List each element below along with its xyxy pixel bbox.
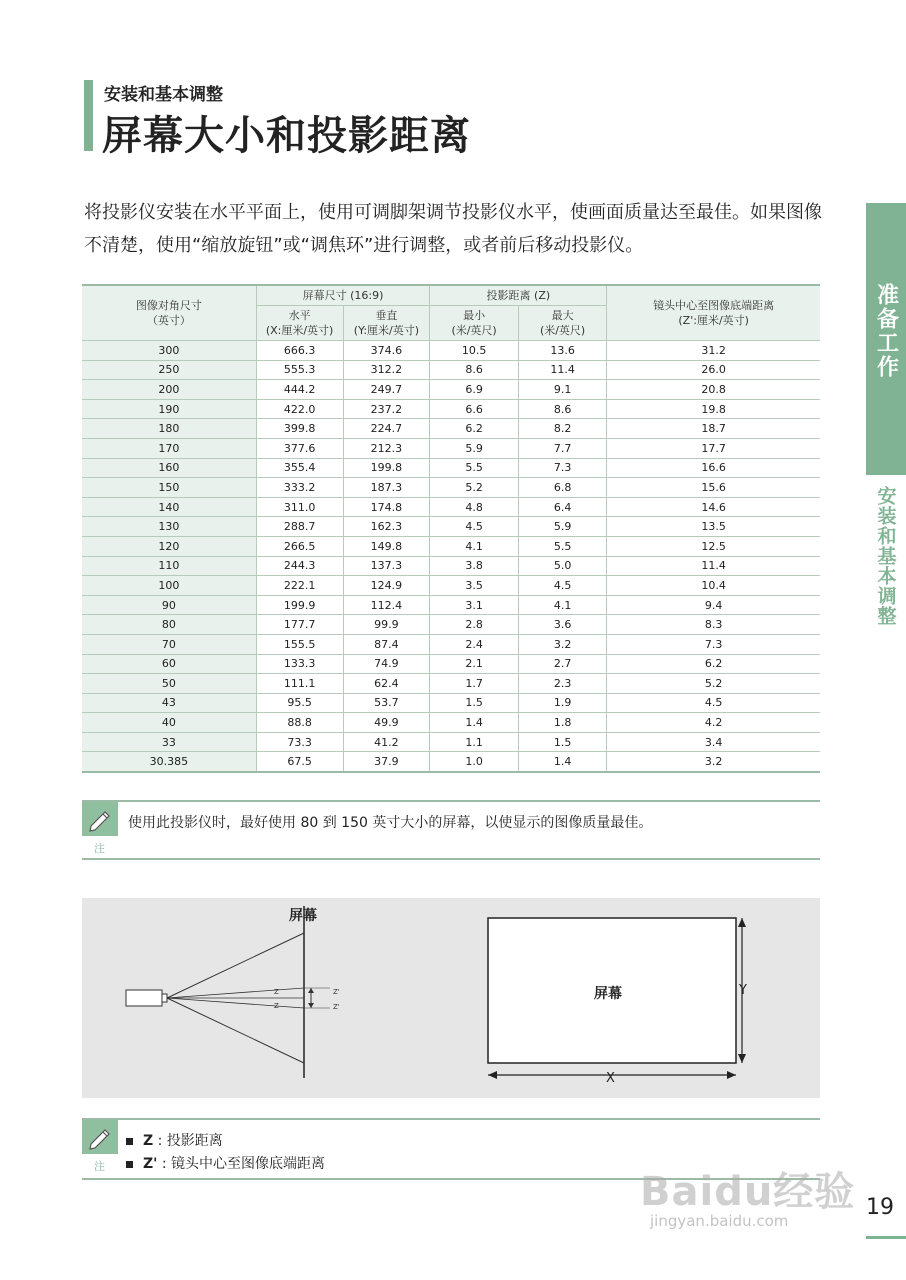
table-cell: 19.8: [607, 399, 820, 419]
pencil-icon: [82, 802, 118, 836]
table-cell: 2.1: [430, 654, 519, 674]
table-cell: 150: [82, 478, 256, 498]
table-cell: 266.5: [256, 536, 343, 556]
table-cell: 1.4: [430, 713, 519, 733]
page-number: 19: [866, 1195, 894, 1220]
table-cell: 222.1: [256, 576, 343, 596]
table-cell: 5.9: [518, 517, 607, 537]
table-row: [82, 634, 820, 654]
header-diagonal-label: 图像对角尺寸: [135, 299, 202, 312]
table-cell: 111.1: [256, 674, 343, 694]
header-offset-unit: (Z':厘米/英寸): [678, 314, 749, 327]
table-cell: 40: [82, 713, 256, 733]
table-cell: 399.8: [256, 419, 343, 439]
table-cell: 224.7: [343, 419, 430, 439]
title-accent-bar: [84, 80, 93, 151]
table-cell: 16.6: [607, 458, 820, 478]
screen-label-front: 屏幕: [594, 986, 622, 1002]
table-cell: 355.4: [256, 458, 343, 478]
table-cell: 37.9: [343, 752, 430, 772]
table-cell: 7.7: [518, 438, 607, 458]
table-cell: 333.2: [256, 478, 343, 498]
table-cell: 2.8: [430, 615, 519, 635]
section-label: 安装和基本调整: [104, 85, 223, 105]
side-tab-primary-label: 准备工作: [873, 283, 899, 379]
table-cell: 8.2: [518, 419, 607, 439]
table-cell: 10.4: [607, 576, 820, 596]
label-x: X: [606, 1071, 615, 1086]
table-cell: 1.4: [518, 752, 607, 772]
watermark-url: jingyan.baidu.com: [650, 1212, 789, 1230]
table-cell: 3.1: [430, 595, 519, 615]
table-cell: 87.4: [343, 634, 430, 654]
page-number-rule: [866, 1236, 906, 1239]
table-cell: 6.9: [430, 380, 519, 400]
header-horizontal-unit: (X:厘米/英寸): [265, 324, 334, 337]
table-cell: 6.2: [607, 654, 820, 674]
table-cell: 2.7: [518, 654, 607, 674]
table-cell: 4.1: [518, 595, 607, 615]
header-min-unit: (米/英尺): [451, 324, 497, 337]
table-cell: 4.8: [430, 497, 519, 517]
table-cell: 5.5: [518, 536, 607, 556]
table-cell: 14.6: [607, 497, 820, 517]
header-offset-label: 镜头中心至图像底端距离: [653, 299, 775, 312]
table-row: [82, 576, 820, 596]
table-cell: 199.9: [256, 595, 343, 615]
table-row: [82, 341, 820, 361]
table-cell: 73.3: [256, 732, 343, 752]
table-cell: 1.7: [430, 674, 519, 694]
table-cell: 3.8: [430, 556, 519, 576]
table-cell: 174.8: [343, 497, 430, 517]
table-cell: 10.5: [430, 341, 519, 361]
header-vertical: [343, 306, 430, 341]
table-cell: 11.4: [607, 556, 820, 576]
table-cell: 140: [82, 497, 256, 517]
table-cell: 1.5: [430, 693, 519, 713]
table-row: [82, 693, 820, 713]
table-cell: 2.4: [430, 634, 519, 654]
table-cell: 9.4: [607, 595, 820, 615]
table-cell: 9.1: [518, 380, 607, 400]
header-max: [518, 306, 607, 341]
table-cell: 5.2: [430, 478, 519, 498]
side-tab-secondary-label: 安装和基本调整: [874, 486, 897, 626]
table-row: [82, 458, 820, 478]
table-cell: 12.5: [607, 536, 820, 556]
table-row: [82, 497, 820, 517]
pencil-icon: [82, 1120, 118, 1154]
table-cell: 62.4: [343, 674, 430, 694]
table-row: [82, 438, 820, 458]
table-cell: 422.0: [256, 399, 343, 419]
table-cell: 200: [82, 380, 256, 400]
projection-diagram: [82, 898, 820, 1098]
watermark-brand: Baidu经验: [640, 1169, 856, 1215]
table-cell: 6.6: [430, 399, 519, 419]
header-horizontal: [256, 306, 343, 341]
note-label: 注: [94, 1160, 105, 1173]
table-cell: 1.5: [518, 732, 607, 752]
header-horizontal-label: 水平: [288, 309, 311, 322]
table-cell: 4.5: [430, 517, 519, 537]
screen-size-table: [82, 284, 820, 773]
table-cell: 155.5: [256, 634, 343, 654]
table-cell: 244.3: [256, 556, 343, 576]
table-cell: 60: [82, 654, 256, 674]
table-cell: 199.8: [343, 458, 430, 478]
table-cell: 5.2: [607, 674, 820, 694]
side-tab-secondary[interactable]: [866, 480, 906, 700]
table-cell: 133.3: [256, 654, 343, 674]
table-cell: 49.9: [343, 713, 430, 733]
table-cell: 4.2: [607, 713, 820, 733]
table-cell: 180: [82, 419, 256, 439]
note-recommendation: [82, 800, 820, 860]
header-min: [430, 306, 519, 341]
table-row: [82, 380, 820, 400]
table-cell: 190: [82, 399, 256, 419]
table-cell: 124.9: [343, 576, 430, 596]
legend-item-z: [126, 1130, 223, 1150]
projector-lens: [162, 994, 167, 1002]
legend-text-z: : 投影距离: [157, 1133, 223, 1149]
table-cell: 33: [82, 732, 256, 752]
header-max-label: 最大: [551, 309, 574, 322]
side-tab-primary[interactable]: [866, 203, 906, 475]
table-cell: 99.9: [343, 615, 430, 635]
table-cell: 137.3: [343, 556, 430, 576]
table-cell: 30.385: [82, 752, 256, 772]
table-cell: 26.0: [607, 360, 820, 380]
legend-key-z: Z: [143, 1133, 154, 1149]
table-cell: 13.6: [518, 341, 607, 361]
table-cell: 90: [82, 595, 256, 615]
legend-text-zprime: : 镜头中心至图像底端距离: [161, 1156, 326, 1172]
label-z-upper: Z: [274, 988, 279, 996]
table-row: [82, 674, 820, 694]
table-cell: 13.5: [607, 517, 820, 537]
label-zprime-upper: Z': [333, 988, 340, 996]
table-cell: 8.6: [518, 399, 607, 419]
table-row: [82, 713, 820, 733]
table-cell: 4.5: [607, 693, 820, 713]
table-cell: 377.6: [256, 438, 343, 458]
page-title: 屏幕大小和投影距离: [102, 113, 471, 159]
table-cell: 5.9: [430, 438, 519, 458]
legend-key-zprime: Z': [143, 1156, 158, 1172]
table-cell: 80: [82, 615, 256, 635]
header-diagonal-unit: （英寸）: [146, 314, 191, 327]
label-z-lower: Z: [274, 1002, 279, 1010]
table-row: [82, 399, 820, 419]
intro-paragraph: 将投影仪安装在水平平面上，使用可调脚架调节投影仪水平，使画面质量达至最佳。如果图像不清楚，使用“缩放旋钮”或“调焦环”进行调整，或者前后移动投影仪。: [84, 202, 822, 256]
table-row: [82, 419, 820, 439]
table-cell: 162.3: [343, 517, 430, 537]
table-cell: 15.6: [607, 478, 820, 498]
table-cell: 3.2: [607, 752, 820, 772]
table-cell: 8.3: [607, 615, 820, 635]
header-vertical-unit: (Y:厘米/英寸): [353, 324, 420, 337]
table-cell: 1.8: [518, 713, 607, 733]
table-body: [82, 341, 820, 773]
table-row: [82, 595, 820, 615]
table-cell: 11.4: [518, 360, 607, 380]
table-cell: 187.3: [343, 478, 430, 498]
label-zprime-lower: Z': [333, 1003, 340, 1011]
table-row: [82, 732, 820, 752]
table-row: [82, 556, 820, 576]
note-text: 使用此投影仪时，最好使用 80 到 150 英寸大小的屏幕，以使显示的图像质量最佳。: [128, 815, 653, 831]
screen-label-side: 屏幕: [289, 908, 317, 924]
table-cell: 130: [82, 517, 256, 537]
table-cell: 88.8: [256, 713, 343, 733]
table-cell: 120: [82, 536, 256, 556]
table-cell: 312.2: [343, 360, 430, 380]
table-cell: 300: [82, 341, 256, 361]
header-min-label: 最小: [463, 309, 486, 322]
legend-item-zprime: [126, 1153, 325, 1173]
header-diagonal: [82, 285, 256, 341]
table-cell: 8.6: [430, 360, 519, 380]
table-cell: 3.2: [518, 634, 607, 654]
table-row: [82, 654, 820, 674]
table-row: [82, 536, 820, 556]
table-cell: 6.8: [518, 478, 607, 498]
table-row: [82, 517, 820, 537]
table-cell: 17.7: [607, 438, 820, 458]
table-cell: 555.3: [256, 360, 343, 380]
table-cell: 3.6: [518, 615, 607, 635]
table-cell: 177.7: [256, 615, 343, 635]
table-cell: 70: [82, 634, 256, 654]
table-cell: 95.5: [256, 693, 343, 713]
table-row: [82, 360, 820, 380]
table-cell: 4.1: [430, 536, 519, 556]
table-cell: 288.7: [256, 517, 343, 537]
header-max-unit: (米/英尺): [539, 324, 586, 337]
note-label: 注: [94, 842, 105, 855]
table-cell: 666.3: [256, 341, 343, 361]
table-cell: 311.0: [256, 497, 343, 517]
table-row: [82, 752, 820, 772]
table-cell: 67.5: [256, 752, 343, 772]
projector-shape: [126, 990, 162, 1006]
table-cell: 160: [82, 458, 256, 478]
table-row: [82, 478, 820, 498]
table-cell: 43: [82, 693, 256, 713]
table-cell: 2.3: [518, 674, 607, 694]
table-cell: 149.8: [343, 536, 430, 556]
table-cell: 1.9: [518, 693, 607, 713]
table-cell: 50: [82, 674, 256, 694]
table-cell: 7.3: [607, 634, 820, 654]
table-cell: 237.2: [343, 399, 430, 419]
header-screen-size: 屏幕尺寸 (16:9): [256, 285, 430, 306]
table-cell: 3.5: [430, 576, 519, 596]
table-cell: 6.2: [430, 419, 519, 439]
table-cell: 20.8: [607, 380, 820, 400]
table-cell: 170: [82, 438, 256, 458]
table-cell: 212.3: [343, 438, 430, 458]
table-cell: 444.2: [256, 380, 343, 400]
table-cell: 53.7: [343, 693, 430, 713]
table-cell: 5.0: [518, 556, 607, 576]
header-offset: [607, 285, 820, 341]
table-cell: 3.4: [607, 732, 820, 752]
table-cell: 41.2: [343, 732, 430, 752]
table-cell: 4.5: [518, 576, 607, 596]
table-cell: 374.6: [343, 341, 430, 361]
table-cell: 74.9: [343, 654, 430, 674]
header-vertical-label: 垂直: [375, 309, 398, 322]
table-cell: 31.2: [607, 341, 820, 361]
table-cell: 1.0: [430, 752, 519, 772]
table-cell: 5.5: [430, 458, 519, 478]
header-distance: 投影距离 (Z): [430, 285, 607, 306]
table-cell: 6.4: [518, 497, 607, 517]
table-cell: 1.1: [430, 732, 519, 752]
label-y: Y: [739, 983, 747, 998]
table-cell: 249.7: [343, 380, 430, 400]
table-cell: 18.7: [607, 419, 820, 439]
table-cell: 250: [82, 360, 256, 380]
table-cell: 112.4: [343, 595, 430, 615]
table-cell: 110: [82, 556, 256, 576]
table-cell: 7.3: [518, 458, 607, 478]
table-row: [82, 615, 820, 635]
table-cell: 100: [82, 576, 256, 596]
